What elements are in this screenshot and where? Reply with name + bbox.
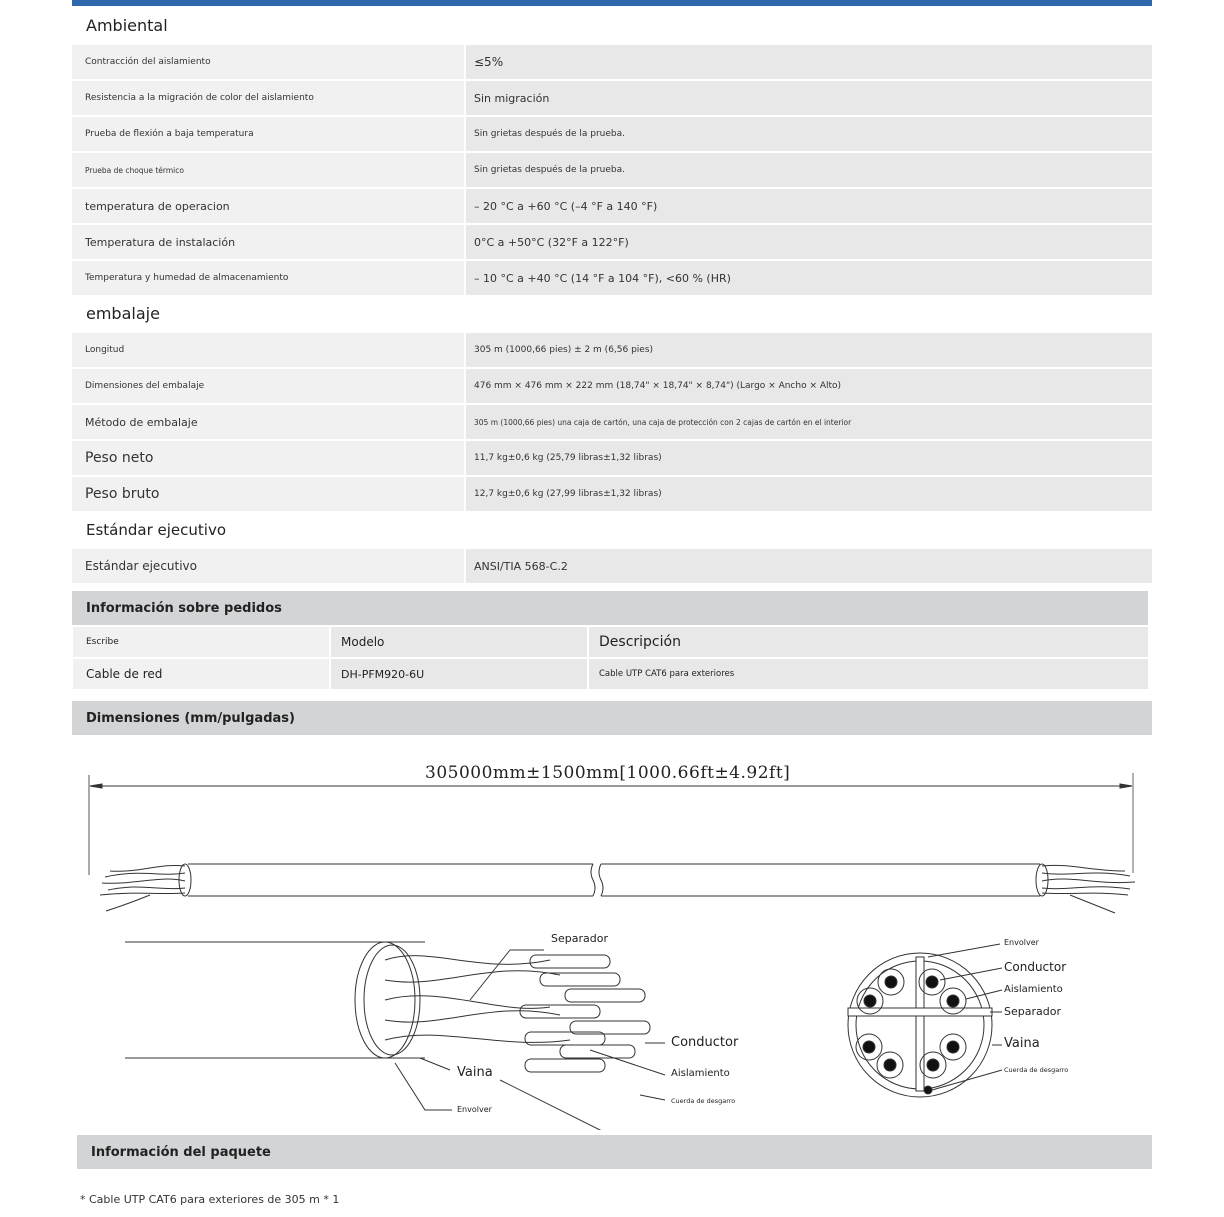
cable-drawing [80, 745, 1160, 1130]
conductor-ends [520, 955, 650, 1072]
dimensions-header: Dimensiones (mm/pulgadas) [72, 701, 1152, 735]
spec-row [72, 153, 1152, 187]
callout-cuerda: Cuerda de desgarro [671, 1097, 736, 1105]
ordering-header-row [73, 627, 1148, 657]
spec-label: Peso neto [72, 441, 464, 475]
cross-callout-conductor: Conductor [1004, 960, 1067, 974]
top-accent-bar [72, 0, 1152, 6]
cross-callout-envolver: Envolver [1004, 938, 1039, 947]
leader-separador [470, 950, 510, 1000]
spec-row [72, 441, 1152, 475]
spec-label: Temperatura y humedad de almacenamiento [72, 261, 464, 295]
cable-length-dimension: 305000mm±1500mm[1000.66ft±4.92ft] [425, 763, 791, 783]
cross-callout-vaina: Vaina [1004, 1036, 1040, 1051]
cross-callout-aislamiento: Aislamiento [1004, 984, 1063, 995]
leader-x-conductor [940, 968, 1002, 980]
spec-value: 305 m (1000,66 pies) una caja de cartón, una caja de protección con 2 cajas de cartón en el interior [466, 405, 1152, 439]
spec-row [72, 477, 1152, 511]
spec-label: Contracción del aislamiento [72, 45, 464, 79]
spec-row [72, 333, 1152, 367]
ripcord-right [1070, 895, 1115, 913]
table-row [73, 659, 1148, 689]
section-title-embalaje: embalaje [86, 304, 160, 323]
spec-value: 11,7 kg±0,6 kg (25,79 libras±1,32 libras) [466, 441, 1152, 475]
spec-value: – 20 °C a +60 °C (–4 °F a 140 °F) [466, 189, 1152, 223]
spec-value: 0°C a +50°C (32°F a 122°F) [466, 225, 1152, 259]
callout-envolver: Envolver [457, 1105, 492, 1114]
conductor-pairs [856, 969, 966, 1078]
package-item: * Cable UTP CAT6 para exteriores de 305 m * 1 [80, 1193, 340, 1206]
ambiental-table [72, 45, 1152, 297]
callout-separador: Separador [551, 932, 608, 945]
spec-value: Sin grietas después de la prueba. [466, 153, 1152, 187]
spec-label: temperatura de operacion [72, 189, 464, 223]
spec-row [72, 369, 1152, 403]
cell-type: Cable de red [73, 659, 329, 689]
spec-label: Prueba de choque térmico [72, 153, 464, 187]
spec-value: Sin grietas después de la prueba. [466, 117, 1152, 151]
package-header: Información del paquete [77, 1135, 1152, 1169]
leader-cuerda [640, 1095, 665, 1100]
spec-row [72, 225, 1152, 259]
arrow-left-icon [90, 784, 102, 788]
callout-aislamiento: Aislamiento [671, 1068, 730, 1079]
spec-value: ANSI/TIA 568-C.2 [466, 549, 1152, 583]
spec-label: Estándar ejecutivo [72, 549, 464, 583]
spec-value: 12,7 kg±0,6 kg (27,99 libras±1,32 libras) [466, 477, 1152, 511]
ordering-table [73, 627, 1148, 691]
wires-left [100, 865, 185, 895]
spec-value: 476 mm × 476 mm × 222 mm (18,74" × 18,74" × 8,74") (Largo × Ancho × Alto) [466, 369, 1152, 403]
leader-x-envolver [928, 944, 1000, 957]
arrow-right-icon [1120, 784, 1132, 788]
spec-label: Prueba de flexión a baja temperatura [72, 117, 464, 151]
spec-row [72, 81, 1152, 115]
cross-callout-cuerda: Cuerda de desgarro [1004, 1066, 1069, 1074]
spec-label: Peso bruto [72, 477, 464, 511]
cable-diagram [80, 745, 1160, 1130]
embalaje-table [72, 333, 1152, 513]
spec-label: Temperatura de instalación [72, 225, 464, 259]
spec-row [72, 549, 1152, 583]
column-header-type: Escribe [73, 627, 329, 657]
cross-section [848, 944, 1002, 1097]
column-header-description: Descripción [589, 627, 1148, 657]
spec-label: Resistencia a la migración de color del aislamiento [72, 81, 464, 115]
spec-value: Sin migración [466, 81, 1152, 115]
separator-horizontal [848, 1008, 992, 1016]
cross-callout-separador: Separador [1004, 1005, 1061, 1018]
cell-description: Cable UTP CAT6 para exteriores [589, 659, 1148, 689]
callout-vaina: Vaina [457, 1065, 493, 1080]
ordering-header: Información sobre pedidos [72, 591, 1148, 625]
break-mark-right [599, 864, 603, 896]
spec-value: ≤5% [466, 45, 1152, 79]
twisted-pairs [385, 956, 570, 1043]
spec-label: Dimensiones del embalaje [72, 369, 464, 403]
spec-row [72, 189, 1152, 223]
ripcord-dot [924, 1086, 932, 1094]
spec-row [72, 261, 1152, 295]
spec-value: – 10 °C a +40 °C (14 °F a 104 °F), <60 % (HR) [466, 261, 1152, 295]
estandar-table [72, 549, 1152, 585]
leader-envolver [395, 1063, 452, 1110]
ripcord-cutaway [500, 1080, 640, 1130]
spec-value: 305 m (1000,66 pies) ± 2 m (6,56 pies) [466, 333, 1152, 367]
ripcord-left [106, 895, 150, 911]
spec-row [72, 405, 1152, 439]
section-title-ambiental: Ambiental [86, 16, 168, 35]
spec-row [72, 45, 1152, 79]
leader-vaina [420, 1058, 450, 1070]
spec-label: Método de embalaje [72, 405, 464, 439]
spec-label: Longitud [72, 333, 464, 367]
wires-right [1042, 865, 1135, 895]
section-title-estandar: Estándar ejecutivo [86, 521, 227, 539]
leader-x-cuerda [932, 1070, 1002, 1090]
cell-model: DH-PFM920-6U [331, 659, 587, 689]
column-header-model: Modelo [331, 627, 587, 657]
break-mark-left [591, 864, 595, 896]
callout-conductor: Conductor [671, 1035, 739, 1050]
spec-row [72, 117, 1152, 151]
